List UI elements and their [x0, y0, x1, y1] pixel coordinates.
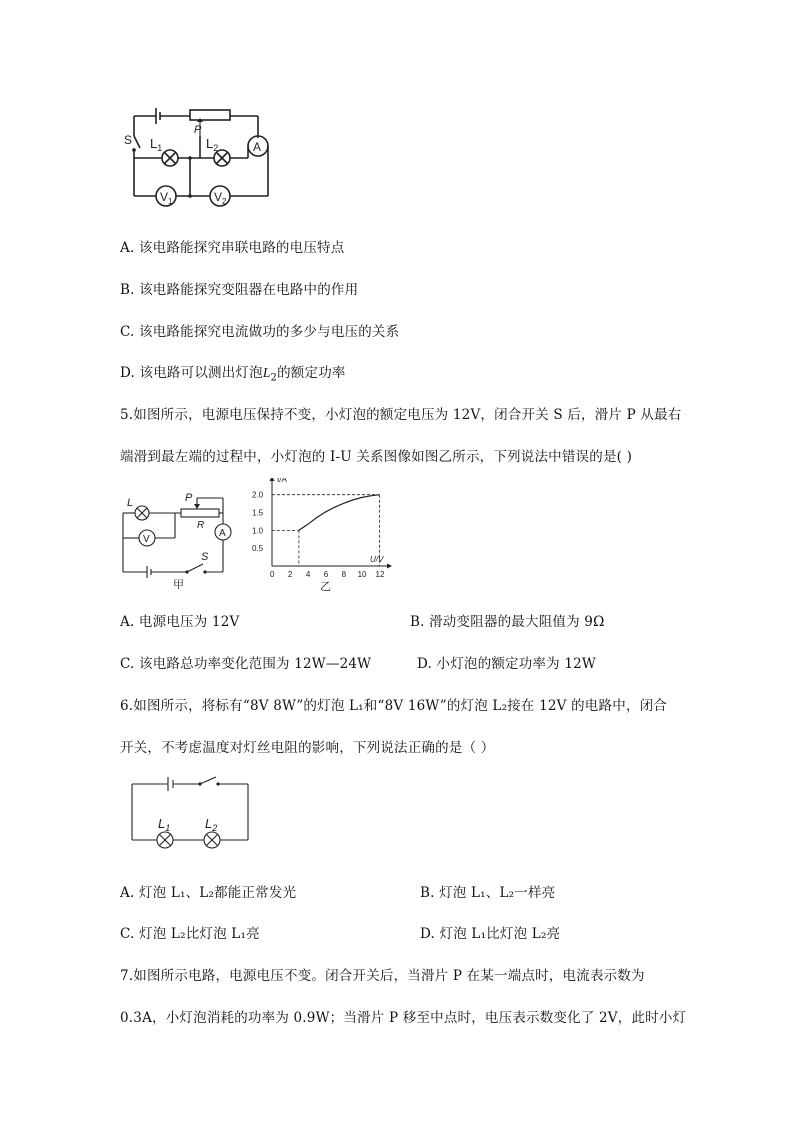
x-tick-label: 10	[357, 570, 367, 579]
x-tick-label: 4	[305, 570, 311, 579]
x-axis-arrow	[387, 564, 392, 569]
q6-option-a: A. 灯泡 L₁、L₂都能正常发光	[120, 885, 297, 901]
rheostat	[190, 110, 230, 120]
q6-stem-line1: 6.如图所示，将标有“8V 8W”的灯泡 L₁和“8V 16W”的灯泡 L₂接在 12V 的电路中，闭合	[120, 698, 668, 714]
jia-label-p: P	[185, 492, 193, 504]
jia-label-s: S	[201, 551, 209, 563]
y-tick-label: 2.0	[252, 490, 264, 500]
jia-label-r: R	[197, 520, 205, 531]
y-tick-label: 1.0	[252, 526, 264, 536]
x-tick-label: 2	[287, 570, 293, 579]
iu-curve	[299, 495, 380, 531]
q4-label-a: A	[253, 140, 262, 154]
q6-label-l2: $L_2$	[205, 816, 218, 833]
q4-option-c: C. 该电路能探究电流做功的多少与电压的关系	[120, 324, 400, 340]
x-axis-label: U/V	[370, 555, 384, 564]
jia-label-l: L	[127, 497, 134, 509]
q5-option-a: A. 电源电压为 12V	[120, 614, 240, 630]
rheostat-r	[181, 509, 219, 517]
x-tick-label: 12	[375, 570, 385, 579]
q6-circuit-diagram	[128, 770, 258, 858]
y-axis-label: I/A	[277, 478, 287, 484]
switch-blade	[134, 136, 140, 148]
q6-stem-line2: 开关，不考虑温度对灯丝电阻的影响，下列说法正确的是（ ）	[120, 740, 495, 756]
q4-label-s: S	[124, 133, 133, 147]
q5-iu-chart	[250, 478, 400, 593]
q4-option-a: A. 该电路能探究串联电路的电压特点	[120, 240, 345, 256]
q4-label-v2: $V_2$	[214, 190, 227, 206]
y-tick-label: 0.5	[252, 544, 264, 554]
q6-option-c: C. 灯泡 L₂比灯泡 L₁亮	[120, 926, 260, 942]
q5-option-b: B. 滑动变阻器的最大阻值为 9Ω	[410, 614, 605, 630]
q4-label-l1: $L_1$	[150, 136, 163, 153]
x-tick-label: 8	[341, 570, 347, 579]
q7-stem-line1: 7.如图所示电路，电源电压不变。闭合开关后，当滑片 P 在某一端点时，电流表示数为	[120, 968, 645, 984]
q4-option-d: D. 该电路可以测出灯泡$L_2$的额定功率	[120, 365, 346, 384]
x-tick-label: 6	[323, 570, 329, 579]
q4-label-p: P	[194, 124, 202, 136]
q6-option-d: D. 灯泡 L₁比灯泡 L₂亮	[420, 926, 561, 942]
switch-blade	[200, 777, 216, 784]
q4-label-v1: $V_1$	[160, 190, 173, 206]
q5-circuit-jia	[115, 488, 240, 590]
y-tick-label: 1.5	[252, 508, 264, 518]
x-tick-label: 0	[270, 570, 275, 579]
jia-caption: 甲	[173, 579, 184, 590]
chart-caption: 乙	[320, 581, 331, 593]
q5-stem-line1: 5.如图所示，电源电压保持不变，小灯泡的额定电压为 12V，闭合开关 S 后，滑片 P 从最右	[120, 407, 682, 423]
q4-label-l2: $L_2$	[206, 136, 219, 153]
y-axis-arrow	[270, 478, 275, 481]
q6-label-l1: $L_1$	[158, 816, 171, 833]
q5-stem-line2: 端滑到最左端的过程中，小灯泡的 I-U 关系图像如图乙所示，下列说法中错误的是( )	[120, 449, 633, 465]
jia-label-v: V	[143, 534, 150, 545]
q5-option-d: D. 小灯泡的额定功率为 12W	[417, 656, 596, 672]
q7-stem-line2: 0.3A，小灯泡消耗的功率为 0.9W；当滑片 P 移至中点时，电压表示数变化了 2V，此时小灯	[120, 1010, 687, 1026]
q6-option-b: B. 灯泡 L₁、L₂一样亮	[420, 885, 556, 901]
q4-option-b: B. 该电路能探究变阻器在电路中的作用	[120, 282, 359, 298]
q5-option-c: C. 该电路总功率变化范围为 12W—24W	[120, 656, 372, 672]
jia-label-a: A	[219, 528, 226, 539]
q4-circuit-diagram	[120, 100, 280, 215]
